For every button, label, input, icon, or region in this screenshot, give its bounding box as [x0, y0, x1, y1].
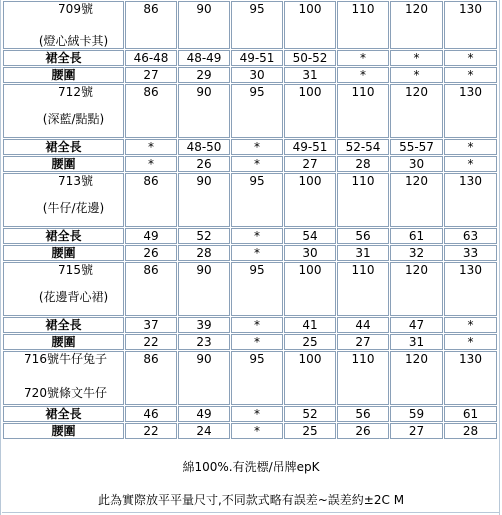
measurement-value: 54 — [284, 228, 336, 244]
measurement-value: 27 — [284, 156, 336, 172]
waist-row — [3, 423, 497, 439]
measurement-value: 31 — [337, 245, 389, 261]
measurement-value: 49-51 — [231, 50, 283, 66]
product-code-cell — [3, 173, 124, 227]
size-label: 100 — [284, 262, 336, 316]
measurement-value: 52 — [178, 228, 230, 244]
size-label: 120 — [390, 84, 443, 138]
size-label: 86 — [125, 351, 177, 405]
measurement-value: 49 — [125, 228, 177, 244]
measurement-value: 56 — [337, 228, 389, 244]
measurement-value: 28 — [337, 156, 389, 172]
size-label: 130 — [444, 351, 497, 405]
material-note: 綿100%.有洗標/吊牌epK — [182, 460, 320, 474]
size-label: 100 — [284, 1, 336, 49]
measurement-value: * — [231, 228, 283, 244]
measurement-value: 47 — [390, 317, 443, 333]
measurement-label: 腰圍 — [3, 156, 124, 172]
measurement-label: 裙全長 — [3, 317, 124, 333]
size-header-row — [3, 173, 497, 227]
measurement-value: 56 — [337, 406, 389, 422]
measurement-disclaimer: 此為實際放平平量尺寸,不同款式略有誤差~誤差約±2C M — [97, 493, 405, 507]
measurement-value: * — [231, 334, 283, 350]
size-label: 130 — [444, 173, 497, 227]
size-label: 120 — [390, 262, 443, 316]
skirt-length-row — [3, 50, 497, 66]
measurement-value: * — [231, 317, 283, 333]
size-header-row — [3, 84, 497, 138]
measurement-label: 腰圍 — [3, 334, 124, 350]
product-code: 713號 — [58, 174, 93, 188]
measurement-value: 46-48 — [125, 50, 177, 66]
product-description: (牛仔/花邊) — [42, 201, 105, 215]
product-description: (深藍/點點) — [42, 112, 105, 126]
measurement-value: * — [337, 67, 389, 83]
size-label: 86 — [125, 1, 177, 49]
waist-row — [3, 245, 497, 261]
size-label: 130 — [444, 84, 497, 138]
measurement-value: 31 — [390, 334, 443, 350]
measurement-value: 48-49 — [178, 50, 230, 66]
size-label: 90 — [178, 351, 230, 405]
product-code: 709號 — [58, 2, 93, 16]
size-label: 100 — [284, 84, 336, 138]
measurement-value: 26 — [125, 245, 177, 261]
measurement-value: * — [444, 50, 497, 66]
size-header-row — [3, 262, 497, 316]
measurement-value: 26 — [178, 156, 230, 172]
size-label: 120 — [390, 351, 443, 405]
measurement-value: 61 — [390, 228, 443, 244]
measurement-value: * — [444, 156, 497, 172]
measurement-value: 37 — [125, 317, 177, 333]
measurement-value: * — [125, 139, 177, 155]
measurement-label: 裙全長 — [3, 406, 124, 422]
measurement-value: 44 — [337, 317, 389, 333]
measurement-value: 61 — [444, 406, 497, 422]
measurement-value: * — [231, 245, 283, 261]
skirt-length-row — [3, 139, 497, 155]
size-label: 130 — [444, 1, 497, 49]
measurement-value: * — [444, 317, 497, 333]
skirt-length-row — [3, 406, 497, 422]
measurement-value: 24 — [178, 423, 230, 439]
measurement-value: * — [444, 334, 497, 350]
measurement-label: 裙全長 — [3, 50, 124, 66]
size-label: 86 — [125, 84, 177, 138]
measurement-value: * — [444, 139, 497, 155]
measurement-value: 25 — [284, 334, 336, 350]
measurement-value: 32 — [390, 245, 443, 261]
size-label: 110 — [337, 1, 389, 49]
product-description: 720號條文牛仔 — [24, 386, 107, 400]
measurement-value: 48-50 — [178, 139, 230, 155]
measurement-label: 腰圍 — [3, 245, 124, 261]
size-label: 120 — [390, 1, 443, 49]
measurement-value: 30 — [284, 245, 336, 261]
measurement-value: 49-51 — [284, 139, 336, 155]
size-label: 130 — [444, 262, 497, 316]
measurement-value: 52 — [284, 406, 336, 422]
measurement-value: 33 — [444, 245, 497, 261]
size-label: 86 — [125, 173, 177, 227]
size-header-row — [3, 1, 497, 49]
product-code: 715號 — [58, 263, 93, 277]
size-label: 95 — [231, 1, 283, 49]
measurement-value: 50-52 — [284, 50, 336, 66]
measurement-value: * — [231, 423, 283, 439]
size-header-row — [3, 351, 497, 405]
measurement-value: 41 — [284, 317, 336, 333]
measurement-value: * — [390, 50, 443, 66]
product-code: 712號 — [58, 85, 93, 99]
measurement-value: 49 — [178, 406, 230, 422]
measurement-value: 46 — [125, 406, 177, 422]
product-code-cell — [3, 351, 124, 405]
measurement-value: * — [444, 67, 497, 83]
waist-row — [3, 67, 497, 83]
measurement-value: 30 — [231, 67, 283, 83]
measurement-value: 22 — [125, 334, 177, 350]
size-label: 90 — [178, 84, 230, 138]
measurement-value: * — [231, 406, 283, 422]
size-chart-table — [2, 0, 498, 440]
size-label: 100 — [284, 173, 336, 227]
measurement-label: 裙全長 — [3, 139, 124, 155]
product-code: 716號牛仔兔子 — [24, 352, 107, 366]
skirt-length-row — [3, 317, 497, 333]
product-code-cell — [3, 1, 124, 49]
size-label: 110 — [337, 84, 389, 138]
measurement-value: * — [231, 139, 283, 155]
product-code-cell — [3, 262, 124, 316]
measurement-value: * — [231, 156, 283, 172]
measurement-label: 腰圍 — [3, 423, 124, 439]
size-label: 90 — [178, 262, 230, 316]
size-label: 95 — [231, 262, 283, 316]
measurement-value: 28 — [178, 245, 230, 261]
product-description: (燈心絨卡其) — [38, 34, 109, 48]
measurement-value: 27 — [390, 423, 443, 439]
measurement-value: 22 — [125, 423, 177, 439]
measurement-value: 26 — [337, 423, 389, 439]
size-label: 95 — [231, 351, 283, 405]
measurement-value: 63 — [444, 228, 497, 244]
waist-row — [3, 334, 497, 350]
size-label: 120 — [390, 173, 443, 227]
measurement-value: 27 — [125, 67, 177, 83]
measurement-value: 52-54 — [337, 139, 389, 155]
measurement-label: 裙全長 — [3, 228, 124, 244]
measurement-value: 39 — [178, 317, 230, 333]
waist-row — [3, 156, 497, 172]
measurement-value: 31 — [284, 67, 336, 83]
size-label: 110 — [337, 262, 389, 316]
measurement-value: 59 — [390, 406, 443, 422]
measurement-value: 28 — [444, 423, 497, 439]
size-label: 95 — [231, 173, 283, 227]
skirt-length-row — [3, 228, 497, 244]
measurement-value: * — [337, 50, 389, 66]
size-label: 110 — [337, 173, 389, 227]
measurement-value: 30 — [390, 156, 443, 172]
measurement-label: 腰圍 — [3, 67, 124, 83]
size-label: 90 — [178, 173, 230, 227]
measurement-value: * — [390, 67, 443, 83]
product-code-cell — [3, 84, 124, 138]
size-label: 86 — [125, 262, 177, 316]
measurement-value: 25 — [284, 423, 336, 439]
size-label: 90 — [178, 1, 230, 49]
measurement-value: 29 — [178, 67, 230, 83]
size-label: 100 — [284, 351, 336, 405]
size-label: 95 — [231, 84, 283, 138]
measurement-value: 23 — [178, 334, 230, 350]
bottom-divider — [2, 512, 500, 513]
product-description: (花邊背心裙) — [38, 290, 109, 304]
measurement-value: 55-57 — [390, 139, 443, 155]
measurement-value: * — [125, 156, 177, 172]
measurement-value: 27 — [337, 334, 389, 350]
size-label: 110 — [337, 351, 389, 405]
